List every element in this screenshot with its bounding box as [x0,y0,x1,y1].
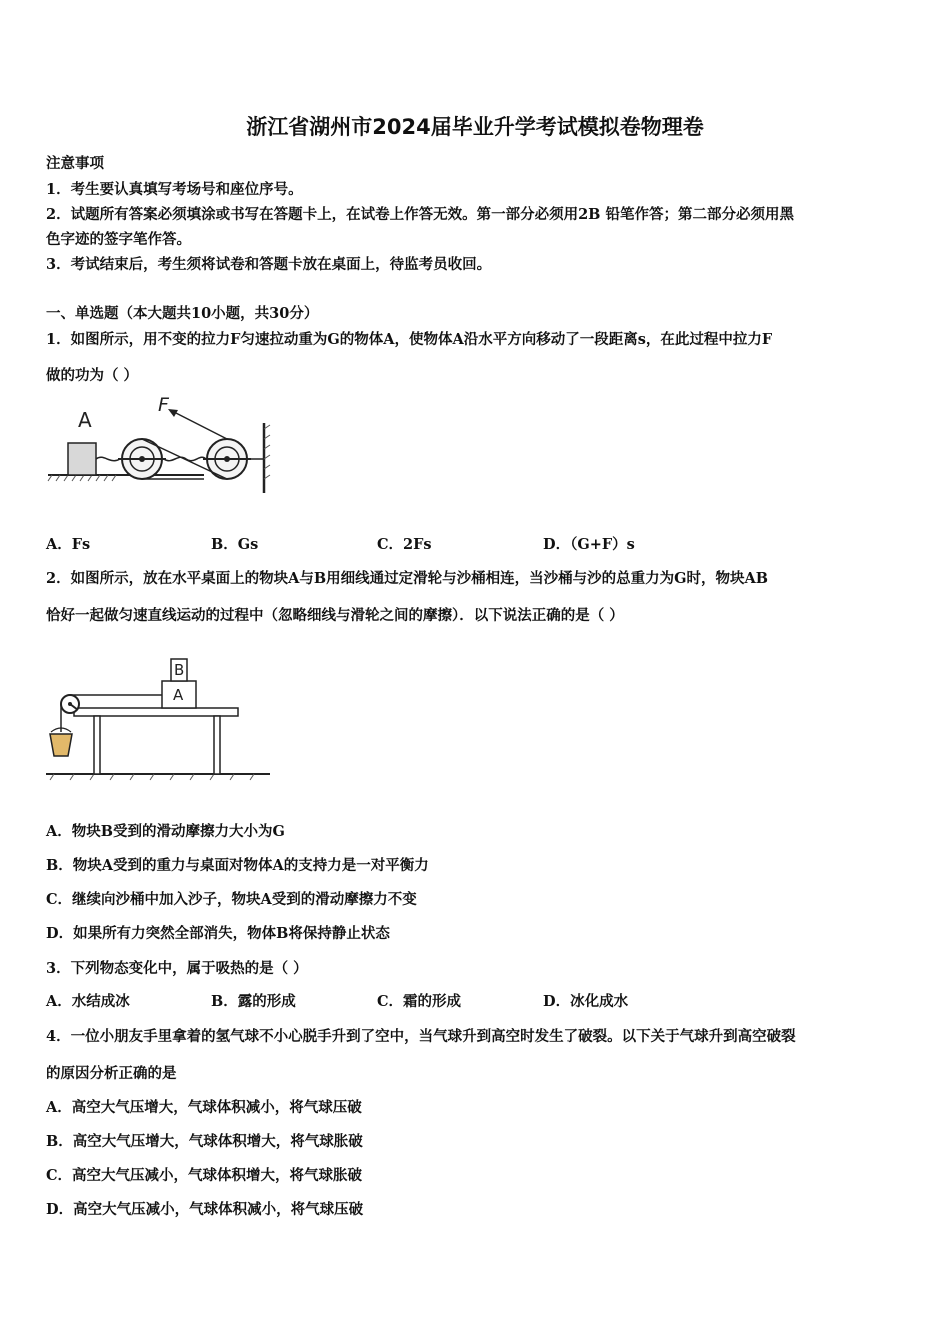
q1-stem-line2: 做的功为（ ） [46,367,139,384]
block-a-shape [68,443,96,475]
q1-option-b: B．Gs [211,536,259,553]
notice-item: 2．试题所有答案必须填涂或书写在答题卡上，在试卷上作答无效。第一部分必须用2B 铅笔作答；第二部分必须用黑 [46,206,794,223]
q2-stem-line2: 恰好一起做匀速直线运动的过程中（忽略细线与滑轮之间的摩擦）．以下说法正确的是（ ） [46,607,624,624]
q2-table-figure [44,652,274,782]
q2-option-a: A．物块B受到的滑动摩擦力大小为G [46,823,285,840]
q4-stem-line1: 4．一位小朋友手里拿着的氢气球不小心脱手升到了空中，当气球升到高空时发生了破裂。以下关于气球升到高空破裂 [46,1028,796,1045]
q1-pulley-figure [44,395,274,495]
sand-bucket-shape [50,734,72,756]
q1-force-label: F [158,394,169,416]
q1-option-a: A．Fs [46,536,91,553]
q3-option-c: C．霜的形成 [377,993,462,1010]
notice-item: 3．考试结束后，考生须将试卷和答题卡放在桌面上，待监考员收回。 [46,256,492,273]
q4-option-c: C．高空大气压减小，气球体积增大，将气球胀破 [46,1167,363,1184]
q2-stem-line1: 2．如图所示，放在水平桌面上的物块A与B用细线通过定滑轮与沙桶相连，当沙桶与沙的总重力为G时，物块AB [46,570,768,587]
page-title: 浙江省湖州市2024届毕业升学考试模拟卷物理卷 [246,115,704,139]
q1-stem-line1: 1．如图所示，用不变的拉力F匀速拉动重为G的物体A，使物体A沿水平方向移动了一段距离s，在此过程中拉力F [46,331,773,348]
table-top-shape [74,708,238,716]
notice-heading: 注意事项 [46,155,104,172]
q4-stem-line2: 的原因分析正确的是 [46,1065,177,1082]
q2-option-d: D．如果所有力突然全部消失，物体B将保持静止状态 [46,925,390,942]
q3-option-a: A．水结成冰 [46,993,130,1010]
q3-option-d: D．冰化成水 [543,993,629,1010]
q3-option-b: B．露的形成 [211,993,296,1010]
q1-option-d: D．（G+F）s [543,536,635,553]
notice-item: 1．考生要认真填写考场号和座位序号。 [46,181,303,198]
q4-option-b: B．高空大气压增大，气球体积增大，将气球胀破 [46,1133,363,1150]
q2-option-c: C．继续向沙桶中加入沙子，物块A受到的滑动摩擦力不变 [46,891,417,908]
notice-item: 色字迹的签字笔作答。 [46,231,191,248]
q2-block-a-label: A [173,686,184,704]
q2-block-b-label: B [174,661,185,679]
q3-stem: 3．下列物态变化中，属于吸热的是（ ） [46,960,308,977]
q2-option-b: B．物块A受到的重力与桌面对物体A的支持力是一对平衡力 [46,857,429,874]
section-heading: 一、单选题（本大题共10小题，共30分） [46,305,319,322]
q4-option-d: D．高空大气压减小，气球体积减小，将气球压破 [46,1201,364,1218]
q4-option-a: A．高空大气压增大，气球体积减小，将气球压破 [46,1099,362,1116]
q1-option-c: C．2Fs [377,536,432,553]
q1-block-label: A [78,408,92,432]
